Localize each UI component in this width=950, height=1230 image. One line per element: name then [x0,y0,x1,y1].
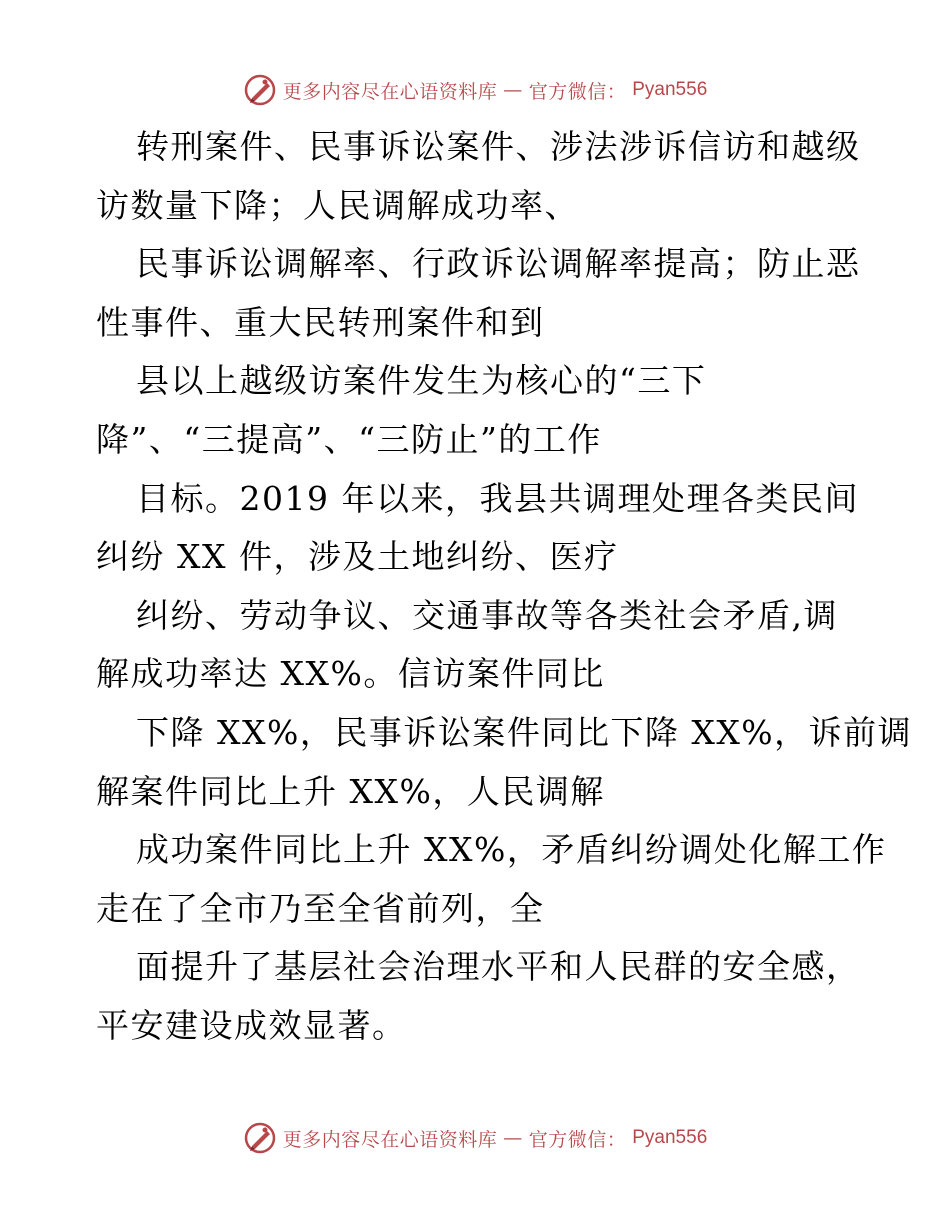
body-line: 下降 XX%，民事诉讼案件同比下降 XX%，诉前调 [136,712,913,752]
body-line: 降”、“三提高”、“三防止”的工作 [96,419,602,459]
watermark-label: 官方微信： [528,1128,627,1151]
pen-logo-icon [243,73,277,107]
body-line: 纠纷 XX 件，涉及土地纠纷、医疗 [96,537,619,577]
body-line: 县以上越级访案件发生为核心的“三下 [136,361,707,401]
body-line: 平安建设成效显著。 [96,1005,407,1045]
body-line: 访数量下降；人民调解成功率、 [96,185,579,225]
body-line: 性事件、重大民转刑案件和到 [96,302,545,342]
body-line: 转刑案件、民事诉讼案件、涉法涉诉信访和越级 [136,127,861,166]
watermark-label: 官方微信： [528,80,627,103]
header-watermark [0,70,950,110]
watermark-separator: — [503,79,523,101]
pen-logo-icon [243,1121,277,1155]
watermark-account: Pyan556 [632,1127,708,1148]
body-line: 解成功率达 XX%。信访案件同比 [96,654,605,694]
body-line: 面提升了基层社会治理水平和人民群的安全感， [136,947,861,987]
watermark-account: Pyan556 [632,79,708,100]
footer-watermark [0,1118,950,1158]
body-line: 目标。2019 年以来，我县共调理处理各类民间 [136,478,859,518]
watermark-text: 更多内容尽在心语资料库 [282,80,498,103]
watermark-separator: — [503,1127,523,1149]
body-line: 纠纷、劳动争议、交通事故等各类社会矛盾,调 [136,595,838,635]
body-line: 成功案件同比上升 XX%，矛盾纠纷调处化解工作 [136,830,887,870]
body-line: 走在了全市乃至全省前列，全 [96,888,545,928]
document-body [96,118,913,1056]
body-line: 解案件同比上升 XX%，人民调解 [96,771,605,811]
body-line: 民事诉讼调解率、行政诉讼调解率提高；防止恶 [136,244,861,284]
watermark-text: 更多内容尽在心语资料库 [282,1128,498,1151]
